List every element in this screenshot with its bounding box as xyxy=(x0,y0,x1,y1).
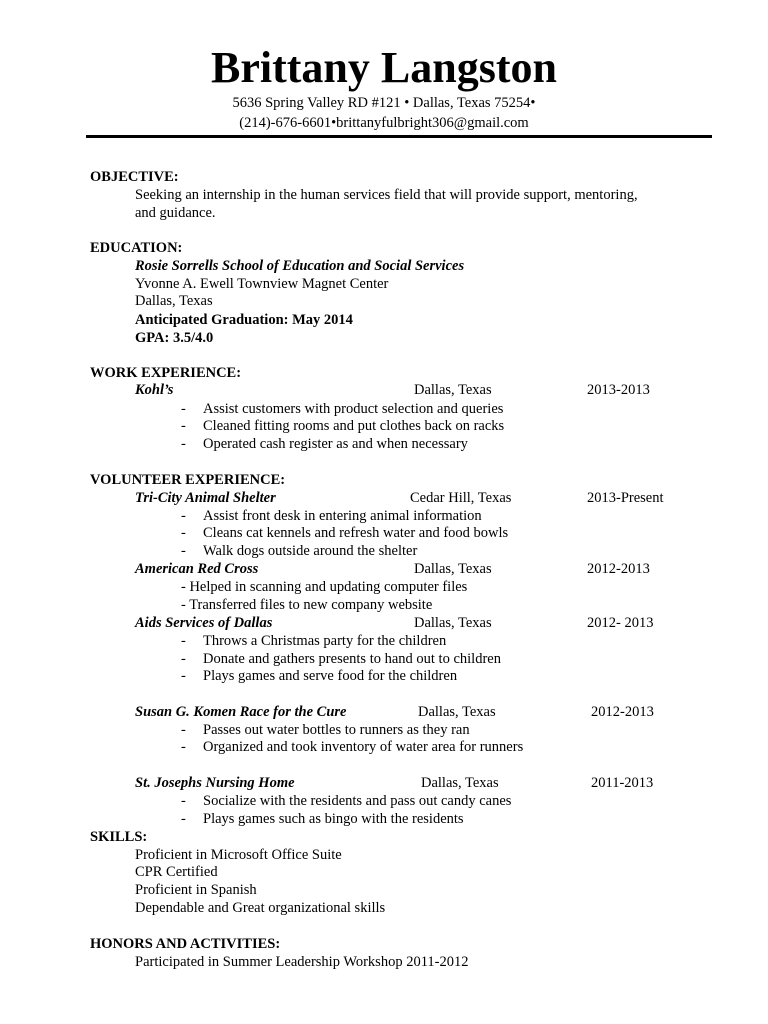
skill-item: Proficient in Microsoft Office Suite xyxy=(135,847,342,863)
contact-line: (214)-676-6601•brittanyfulbright306@gmail.com xyxy=(239,115,529,131)
education-location: Dallas, Texas xyxy=(135,293,213,309)
volunteer-org-name: Tri-City Animal Shelter xyxy=(135,490,276,506)
volunteer-bullet: Assist front desk in entering animal information xyxy=(203,508,482,524)
education-school: Rosie Sorrells School of Education and Social Services xyxy=(135,258,465,274)
volunteer-org-dates: 2012- 2013 xyxy=(587,615,654,631)
volunteer-org-name: St. Josephs Nursing Home xyxy=(135,775,295,791)
honors-heading: HONORS AND ACTIVITIES: xyxy=(90,936,281,952)
education-gpa: GPA: 3.5/4.0 xyxy=(135,330,214,346)
education-graduation: Anticipated Graduation: May 2014 xyxy=(135,312,353,328)
header-divider xyxy=(86,135,712,138)
volunteer-bullet: Donate and gathers presents to hand out to children xyxy=(203,651,501,667)
address-line: 5636 Spring Valley RD #121 • Dallas, Texas 75254• xyxy=(232,95,536,111)
volunteer-org-name: American Red Cross xyxy=(135,561,259,577)
volunteer-org-location: Dallas, Texas xyxy=(414,615,492,631)
objective-heading: OBJECTIVE: xyxy=(90,169,179,185)
work-heading: WORK EXPERIENCE: xyxy=(90,365,242,381)
bullet-marker: - xyxy=(181,739,186,755)
objective-text-line-1: Seeking an internship in the human services field that will provide support, mentoring, xyxy=(135,187,638,203)
skill-item: Proficient in Spanish xyxy=(135,882,257,898)
skills-heading: SKILLS: xyxy=(90,829,148,845)
skill-item: Dependable and Great organizational skills xyxy=(135,900,386,916)
bullet-marker: - xyxy=(181,651,186,667)
volunteer-org-location: Dallas, Texas xyxy=(421,775,499,791)
volunteer-bullet: Socialize with the residents and pass out candy canes xyxy=(203,793,512,809)
bullet-marker: - xyxy=(181,811,186,827)
volunteer-bullet: Plays games and serve food for the children xyxy=(203,668,458,684)
volunteer-bullet: Cleans cat kennels and refresh water and food bowls xyxy=(203,525,509,541)
education-center: Yvonne A. Ewell Townview Magnet Center xyxy=(135,276,389,292)
bullet-marker: - xyxy=(181,508,186,524)
job-bullet: Cleaned fitting rooms and put clothes back on racks xyxy=(203,418,505,434)
job-bullet: Assist customers with product selection and queries xyxy=(203,401,504,417)
skill-item: CPR Certified xyxy=(135,864,218,880)
volunteer-org-dates: 2011-2013 xyxy=(591,775,654,791)
volunteer-bullet: Passes out water bottles to runners as they ran xyxy=(203,722,470,738)
volunteer-bullet: - Helped in scanning and updating computer files xyxy=(181,579,468,595)
volunteer-org-dates: 2012-2013 xyxy=(587,561,650,577)
job-bullet: Operated cash register as and when necessary xyxy=(203,436,468,452)
volunteer-org-dates: 2013-Present xyxy=(587,490,664,506)
volunteer-bullet: Organized and took inventory of water area for runners xyxy=(203,739,524,755)
bullet-marker: - xyxy=(181,722,186,738)
volunteer-heading: VOLUNTEER EXPERIENCE: xyxy=(90,472,286,488)
honors-item: Participated in Summer Leadership Workshop 2011-2012 xyxy=(135,954,469,970)
bullet-marker: - xyxy=(181,668,186,684)
bullet-marker: - xyxy=(181,401,186,417)
volunteer-org-dates: 2012-2013 xyxy=(591,704,654,720)
bullet-marker: - xyxy=(181,633,186,649)
education-heading: EDUCATION: xyxy=(90,240,183,256)
volunteer-org-name: Susan G. Komen Race for the Cure xyxy=(135,704,347,720)
bullet-marker: - xyxy=(181,418,186,434)
volunteer-bullet: Throws a Christmas party for the children xyxy=(203,633,447,649)
job-dates: 2013-2013 xyxy=(587,382,650,398)
job-name: Kohl’s xyxy=(135,382,174,398)
volunteer-org-location: Dallas, Texas xyxy=(418,704,496,720)
bullet-marker: - xyxy=(181,793,186,809)
volunteer-org-location: Cedar Hill, Texas xyxy=(410,490,512,506)
volunteer-bullet: - Transferred files to new company website xyxy=(181,597,433,613)
bullet-marker: - xyxy=(181,543,186,559)
bullet-marker: - xyxy=(181,436,186,452)
volunteer-org-location: Dallas, Texas xyxy=(414,561,492,577)
bullet-marker: - xyxy=(181,525,186,541)
resume-name: Brittany Langston xyxy=(211,43,557,92)
volunteer-bullet: Walk dogs outside around the shelter xyxy=(203,543,418,559)
objective-text-line-2: and guidance. xyxy=(135,205,216,221)
volunteer-org-name: Aids Services of Dallas xyxy=(135,615,273,631)
job-location: Dallas, Texas xyxy=(414,382,492,398)
volunteer-bullet: Plays games such as bingo with the residents xyxy=(203,811,464,827)
